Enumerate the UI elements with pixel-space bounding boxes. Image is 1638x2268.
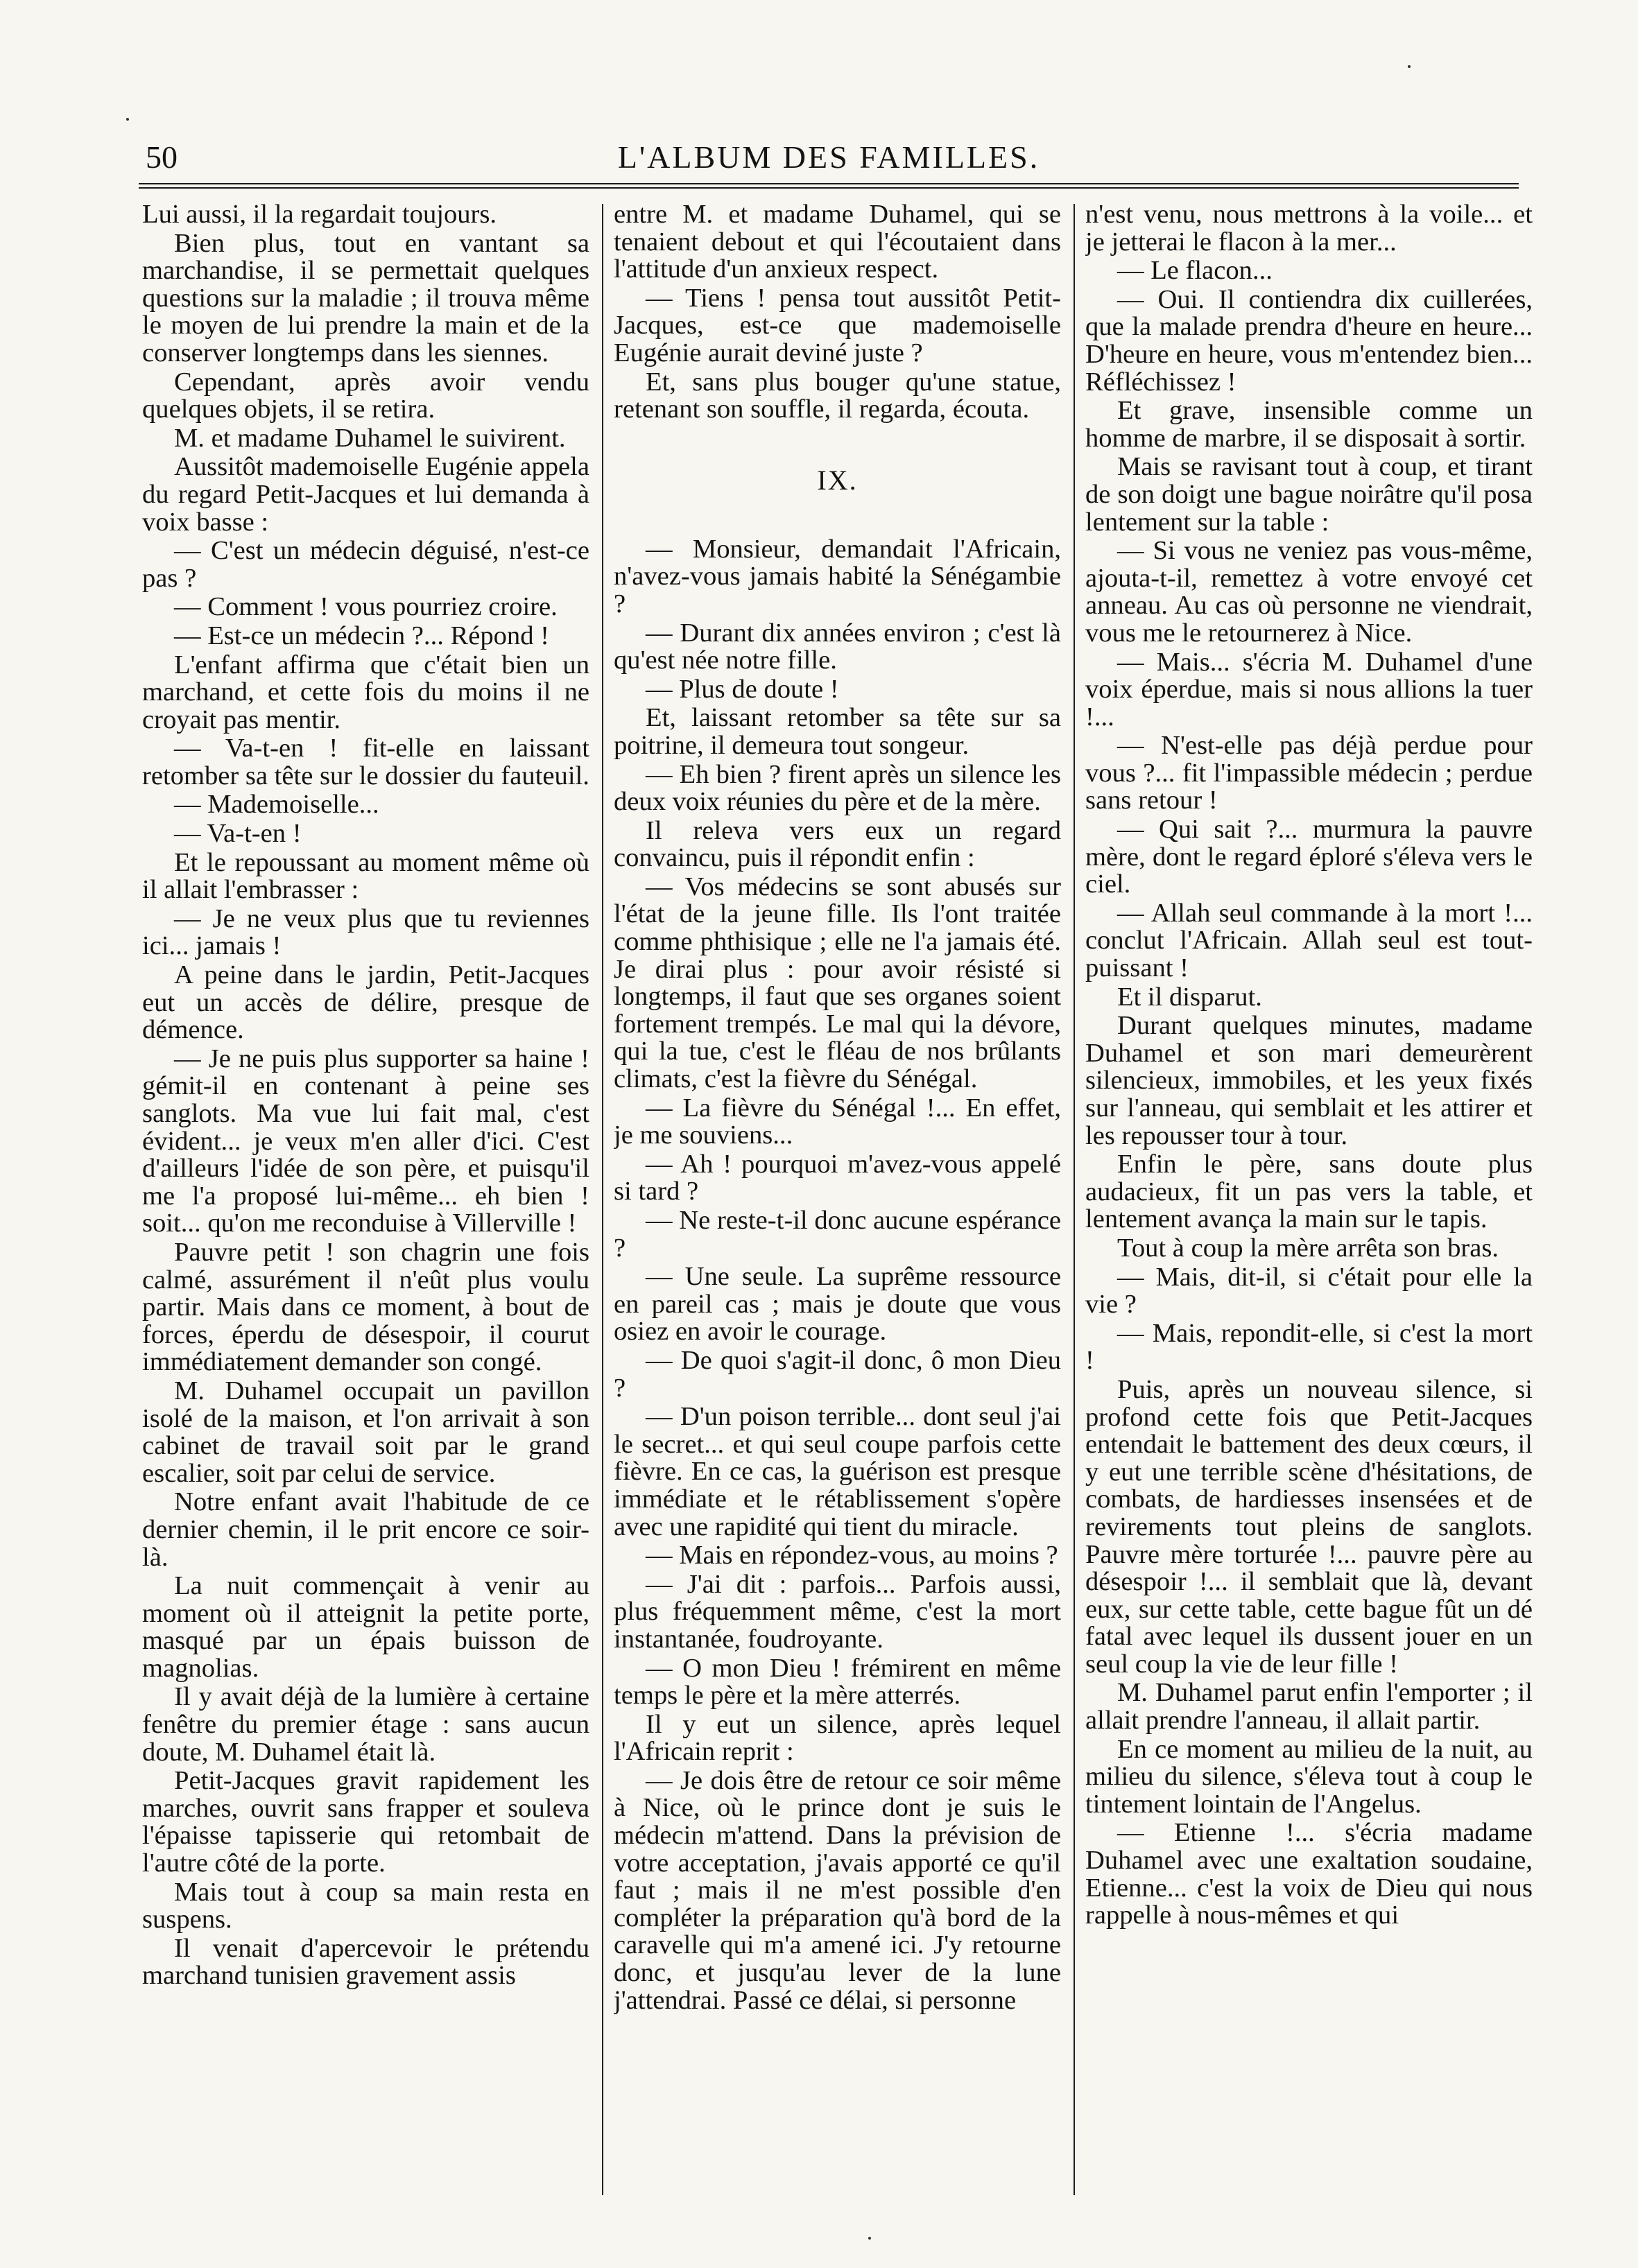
print-speck (126, 118, 129, 121)
paragraph: — Mais en répondez-vous, au moins ? (646, 1541, 1058, 1570)
paragraph: n'est venu, nous mettrons à la voile... et je jetterai le flacon à la mer... (1085, 201, 1533, 257)
paragraph: Il y eut un silence, après lequel l'Africain reprit : (614, 1709, 1061, 1767)
paragraph: M. Duhamel parut enfin l'emporter ; il allait prendre l'anneau, il allait partir. (1085, 1678, 1533, 1735)
paragraph: Pauvre petit ! son chagrin une fois calmé, assurément il n'eût plus voulu partir. Mais dans ce moment, à bout de forces, éperdu de désespoir, il courut immédiatement demander son congé. (142, 1237, 589, 1377)
paragraph: Notre enfant avait l'habitude de ce dernier chemin, il le prit encore ce soir-là. (142, 1487, 589, 1572)
paragraph: — De quoi s'agit-il donc, ô mon Dieu ? (614, 1345, 1061, 1403)
paragraph: Mais se ravisant tout à coup, et tirant de son doigt une bague noirâtre qu'il posa lentement sur la table : (1085, 452, 1533, 537)
column-divider (1074, 204, 1075, 2195)
paragraph: — Vos médecins se sont abusés sur l'état de la jeune fille. Ils l'ont traitée comme phthisique ; elle ne l'a jamais été. Je dirai plus : pour avoir résisté si longtemps, il faut que ses organes soient fortement trempés. Le mal qui la dévore, qui la tue, c'est le fléau de nos brûlants climats, c'est la fièvre du Sénégal. (614, 872, 1061, 1094)
paragraph: Il venait d'apercevoir le prétendu marchand tunisien gravement assis (142, 1933, 589, 1991)
paragraph: — Si vous ne veniez pas vous-même, ajouta-t-il, remettez à votre envoyé cet anneau. Au cas où personne ne viendrait, vous me le retournerez à Nice. (1085, 536, 1533, 648)
paragraph: A peine dans le jardin, Petit-Jacques eut un accès de délire, presque de démence. (142, 960, 589, 1045)
page-number: 50 (146, 139, 178, 175)
column-divider (602, 204, 603, 2195)
paragraph: — Eh bien ? firent après un silence les deux voix réunies du père et de la mère. (614, 759, 1061, 817)
paragraph: Cependant, après avoir vendu quelques objets, il se retira. (142, 367, 589, 424)
paragraph: — Mais, dit-il, si c'était pour elle la vie ? (1085, 1262, 1533, 1319)
paragraph: Durant quelques minutes, madame Duhamel et son mari demeurèrent silencieux, immobiles, et les yeux fixés sur l'anneau, qui semblait et les attirer et les repousser tour à tour. (1085, 1011, 1533, 1150)
paragraph: — Une seule. La suprême ressource en pareil cas ; mais je doute que vous osiez en avoir le courage. (614, 1262, 1061, 1347)
paragraph: Lui aussi, il la regardait toujours. (142, 201, 497, 229)
paragraph: — O mon Dieu ! frémirent en même temps le père et la mère atterrés. (614, 1653, 1061, 1711)
paragraph: — J'ai dit : parfois... Parfois aussi, plus fréquemment même, c'est la mort instantanée, foudroyante. (614, 1569, 1061, 1654)
paragraph: Puis, après un nouveau silence, si profond cette fois que Petit-Jacques entendait le battement des deux cœurs, il y eut une terrible scène d'hésitations, de combats, de hardiesses insensées et de revirements tout pleins de sanglots. Pauvre mère torturée !... pauvre père au désespoir !... il semblait que là, devant eux, sur cette table, cette bague fût un dé fatal avec lequel ils dussent jouer en un seul coup la vie de leur fille ! (1085, 1374, 1533, 1679)
paragraph: — Je dois être de retour ce soir même à Nice, où le prince dont je suis le médecin m'attend. Dans la prévision de votre acceptation, j'avais apporté ce qu'il faut ; mais il ne m'est possible d'en compléter la préparation qu'à bord de la caravelle qui m'a amené ici. J'y retourne donc, et jusqu'au lever de la lune j'attendrai. Passé ce délai, si personne (614, 1765, 1061, 2015)
paragraph: — Ne reste-t-il donc aucune espérance ? (614, 1206, 1061, 1263)
paragraph: — Va-t-en ! fit-elle en laissant retomber sa tête sur le dossier du fauteuil. (142, 734, 589, 790)
paragraph: L'enfant affirma que c'était bien un marchand, et cette fois du moins il ne croyait pas mentir. (142, 650, 589, 734)
paragraph: — Je ne puis plus supporter sa haine ! gémit-il en contenant à peine ses sanglots. Ma vue lui fait mal, c'est évident... je veux m'en aller d'ici. C'est d'ailleurs l'idée de son père, et puisqu'il me l'a proposé lui-même... eh bien ! soit... qu'on me reconduise à Villerville ! (142, 1044, 589, 1238)
paragraph: — Comment ! vous pourriez croire. (174, 592, 558, 622)
header-rule (139, 183, 1519, 189)
paragraph: Petit-Jacques gravit rapidement les marches, ouvrit sans frapper et souleva l'épaisse tapisserie qui retombait de l'autre côté de la porte. (142, 1766, 589, 1878)
paragraph: — Allah seul commande à la mort !... conclut l'Africain. Allah seul est tout-puissant ! (1085, 898, 1533, 983)
paragraph: — Va-t-en ! (174, 819, 302, 849)
text-columns (142, 201, 1533, 2198)
paragraph: Il releva vers eux un regard convaincu, puis il répondit enfin : (614, 815, 1061, 873)
paragraph: — La fièvre du Sénégal !... En effet, je me souviens... (614, 1093, 1061, 1150)
paragraph: Et, sans plus bouger qu'une statue, retenant son souffle, il regarda, écouta. (614, 367, 1061, 424)
paragraph: En ce moment au milieu de la nuit, au milieu du silence, s'éleva tout à coup le tintement lointain de l'Angelus. (1085, 1734, 1533, 1819)
paragraph: Il y avait déjà de la lumière à certaine fenêtre du premier étage : sans aucun doute, M. Duhamel était là. (142, 1682, 589, 1767)
paragraph: Mais tout à coup sa main resta en suspens. (142, 1877, 589, 1934)
paragraph: — Mais... s'écria M. Duhamel d'une voix éperdue, mais si nous allions la tuer !... (1085, 647, 1533, 732)
paragraph: — Etienne !... s'écria madame Duhamel avec une exaltation soudaine, Etienne... c'est la voix de Dieu qui nous rappelle à nous-mêmes et qui (1085, 1818, 1533, 1930)
paragraph: Et il disparut. (1117, 982, 1262, 1012)
print-speck (1408, 65, 1411, 68)
paragraph: Aussitôt mademoiselle Eugénie appela du regard Petit-Jacques et lui demanda à voix basse : (142, 452, 589, 537)
paragraph: — Monsieur, demandait l'Africain, n'avez-vous jamais habité la Sénégambie ? (614, 534, 1061, 618)
paragraph: Et, laissant retomber sa tête sur sa poitrine, il demeura tout songeur. (614, 703, 1061, 760)
paragraph: M. Duhamel occupait un pavillon isolé de la maison, et l'on arrivait à son cabinet de travail soit par le grand escalier, soit par celui de service. (142, 1376, 589, 1488)
paragraph: Et le repoussant au moment même où il allait l'embrasser : (142, 847, 589, 905)
paragraph: Bien plus, tout en vantant sa marchandise, il se permettait quelques questions sur la maladie ; il trouva même le moyen de lui prendre la main et de la conserver longtemps dans les siennes. (142, 228, 589, 367)
paragraph: Et grave, insensible comme un homme de marbre, il se disposait à sortir. (1085, 396, 1533, 453)
running-title: L'ALBUM DES FAMILLES. (617, 139, 1040, 175)
paragraph: Enfin le père, sans doute plus audacieux, fit un pas vers la table, et lentement avança la main sur le tapis. (1085, 1150, 1533, 1234)
paragraph: — Oui. Il contiendra dix cuillerées, que la malade prendra d'heure en heure... D'heure en heure, vous m'entendez bien... Réfléchissez ! (1085, 284, 1533, 397)
paragraph: — Qui sait ?... murmura la pauvre mère, dont le regard éploré s'éleva vers le ciel. (1085, 815, 1533, 899)
paragraph: — Plus de doute ! (646, 674, 839, 704)
column-1 (142, 201, 589, 2198)
paragraph: — Mademoiselle... (174, 790, 379, 820)
paragraph: — N'est-elle pas déjà perdue pour vous ?... fit l'impassible médecin ; perdue sans retour ! (1085, 731, 1533, 815)
paragraph: — Durant dix années environ ; c'est là qu'est née notre fille. (614, 618, 1061, 675)
paragraph: Tout à coup la mère arrêta son bras. (1117, 1233, 1499, 1263)
paragraph: — Le flacon... (1117, 256, 1273, 286)
paragraph: La nuit commençait à venir au moment où il atteignit la petite porte, masqué par un épais buisson de magnolias. (142, 1571, 589, 1683)
paragraph: — Est-ce un médecin ?... Répond ! (174, 621, 549, 650)
paragraph: — Je ne veux plus que tu reviennes ici... jamais ! (142, 903, 589, 961)
section-heading: IX. (817, 464, 858, 496)
page-header (139, 135, 1519, 180)
column-3 (1085, 201, 1533, 2198)
paragraph: M. et madame Duhamel le suivirent. (174, 423, 566, 453)
print-speck (868, 2237, 871, 2240)
paragraph: — Mais, repondit-elle, si c'est la mort ! (1085, 1318, 1533, 1376)
paragraph: entre M. et madame Duhamel, qui se tenaient debout et qui l'écoutaient dans l'attitude d'un anxieux respect. (614, 201, 1061, 284)
paragraph: — C'est un médecin déguisé, n'est-ce pas ? (142, 536, 589, 593)
column-2 (614, 201, 1061, 2198)
paragraph: — D'un poison terrible... dont seul j'ai le secret... et qui seul coupe parfois cette fièvre. En ce cas, la guérison est presque immédiate et le rétablissement s'opère avec une rapidité qui tient du miracle. (614, 1402, 1061, 1541)
paragraph: — Tiens ! pensa tout aussitôt Petit-Jacques, est-ce que mademoiselle Eugénie aurait deviné juste ? (614, 283, 1061, 367)
paragraph: — Ah ! pourquoi m'avez-vous appelé si tard ? (614, 1149, 1061, 1206)
